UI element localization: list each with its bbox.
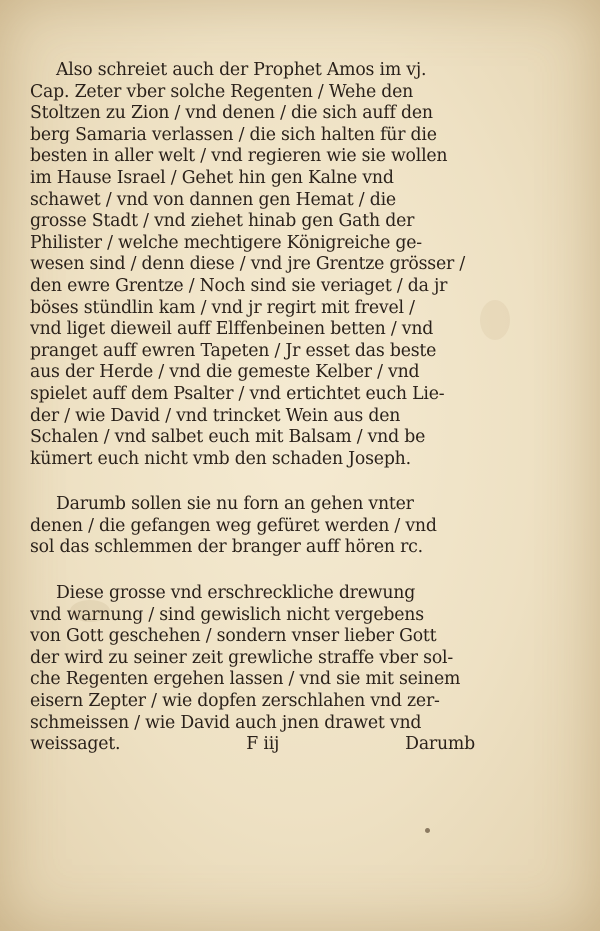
- text-line: den ewre Grentze / Noch sind sie veriaget / da jr: [30, 275, 448, 296]
- text-line: im Hause Israel / Gehet hin gen Kalne vnd: [30, 167, 394, 188]
- text-line: Also schreiet auch der Prophet Amos im vj.: [56, 60, 427, 80]
- text-line: Philister / welche mechtigere Königreiche ge-: [30, 232, 422, 253]
- text-line: besten in aller welt / vnd regieren wie sie wollen: [30, 146, 448, 167]
- paragraph-gap: [30, 470, 500, 494]
- text-line: schmeissen / wie David auch jnen drawet vnd: [30, 712, 422, 733]
- text-line: der / wie David / vnd trincket Wein aus den: [30, 405, 401, 426]
- text-line: böses stündlin kam / vnd jr regirt mit frevel /: [30, 297, 415, 318]
- ink-speck: [425, 828, 430, 833]
- text-line: von Gott geschehen / sondern vnser lieber Gott: [30, 626, 437, 647]
- text-line: der wird zu seiner zeit grewliche straffe vber sol-: [30, 647, 453, 668]
- paragraph-gap: [30, 559, 500, 583]
- closing-word: weissaget.: [30, 734, 121, 755]
- paper-stain: [70, 600, 110, 622]
- text-line: pranget auff ewren Tapeten / Jr esset das beste: [30, 340, 437, 361]
- text-line: eisern Zepter / wie dopfen zerschlahen vnd zer-: [30, 691, 440, 712]
- signature-mark: F iij: [246, 734, 280, 755]
- text-line: aus der Herde / vnd die gemeste Kelber / vnd: [30, 362, 420, 383]
- text-line: denen / die gefangen weg gefüret werden / vnd: [30, 515, 437, 536]
- text-line: Diese grosse vnd erschreckliche drewung: [56, 583, 416, 604]
- text-line: Schalen / vnd salbet euch mit Balsam / vnd be: [30, 427, 426, 448]
- catchword: Darumb: [405, 734, 475, 755]
- text-line: Stoltzen zu Zion / vnd denen / die sich auff den: [30, 103, 433, 124]
- text-line: wesen sind / denn diese / vnd jre Grentze grösser /: [30, 254, 465, 275]
- text-line: che Regenten ergehen lassen / vnd sie mit seinem: [30, 669, 461, 690]
- text-line: spielet auff dem Psalter / vnd ertichtet euch Lie-: [30, 383, 445, 404]
- text-line: Darumb sollen sie nu forn an gehen vnter: [56, 494, 414, 515]
- text-line: berg Samaria verlassen / die sich halten für die: [30, 124, 437, 145]
- text-line: Cap. Zeter vber solche Regenten / Wehe den: [30, 81, 414, 102]
- footer-line: [30, 734, 475, 756]
- text-line: sol das schlemmen der branger auff hören rc.: [30, 537, 423, 558]
- text-line: vnd warnung / sind gewislich nicht vergebens: [30, 604, 424, 625]
- text-line: kümert euch nicht vmb den schaden Joseph.: [30, 448, 411, 469]
- text-line: schawet / vnd von dannen gen Hemat / die: [30, 189, 396, 210]
- text-line: vnd liget dieweil auff Elffenbeinen betten / vnd: [30, 319, 434, 340]
- paper-stain: [480, 300, 510, 340]
- text-line: grosse Stadt / vnd ziehet hinab gen Gath der: [30, 211, 415, 232]
- page-text: [30, 60, 500, 756]
